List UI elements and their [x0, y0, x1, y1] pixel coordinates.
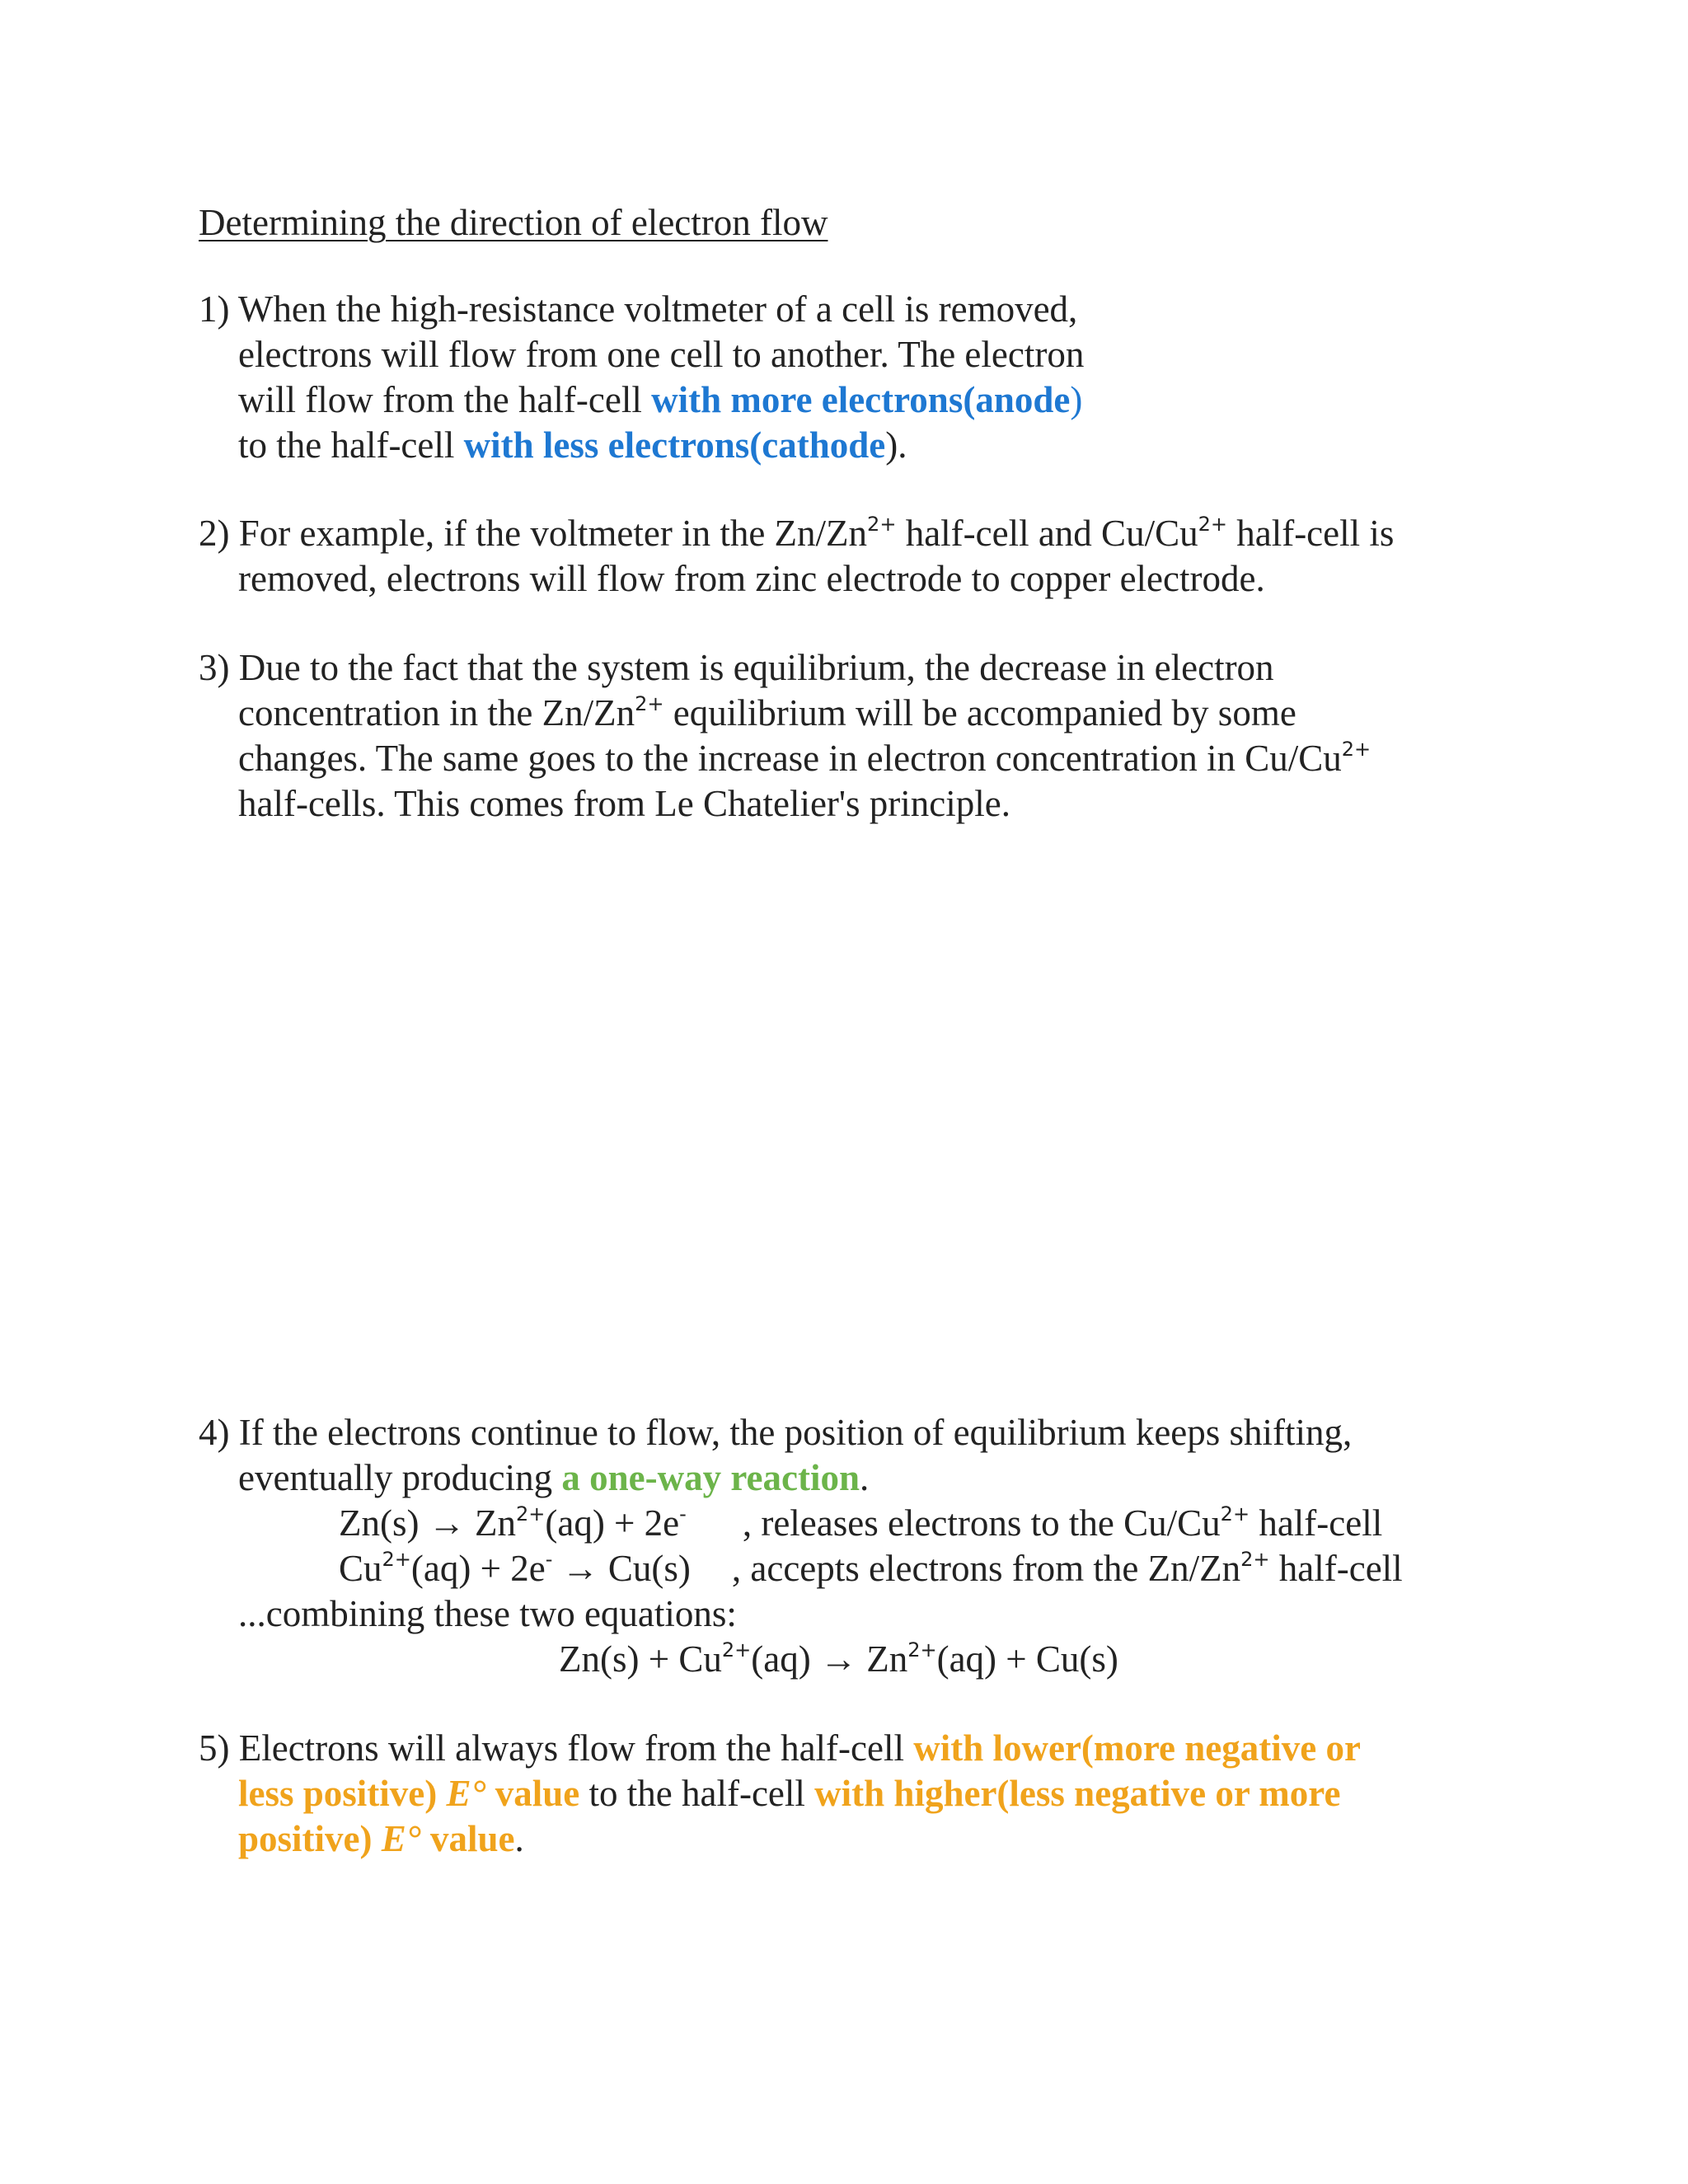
eq1-text-b: (aq) + 2e	[545, 1502, 680, 1544]
standard-potential-symbol: E°	[381, 1818, 421, 1859]
eq2-text-a: Cu	[339, 1548, 382, 1589]
one-way-reaction-highlight: a one-way reaction	[561, 1457, 860, 1498]
p4-text-2c: .	[860, 1457, 870, 1498]
paragraph-4	[199, 1410, 1403, 1682]
p4-text-2a: eventually producing	[238, 1457, 562, 1498]
eq2-text-c: → Cu(s)	[552, 1548, 691, 1589]
p1-line-4	[199, 423, 1084, 468]
charge-superscript: 2+	[721, 1638, 752, 1661]
p4-text-1: 4) If the electrons continue to flow, the position of equilibrium keeps shifting,	[199, 1412, 1353, 1453]
p3-text-2b: equilibrium will be accompanied by some	[663, 692, 1296, 733]
p5-text-3c: .	[514, 1818, 524, 1859]
lower-e-value: value	[485, 1773, 580, 1814]
p1-line-3	[199, 377, 1084, 423]
p1-text-2: electrons will flow from one cell to another. The electron	[238, 334, 1085, 375]
p5-text-1a: 5) Electrons will always flow from the half-cell	[199, 1727, 914, 1769]
charge-superscript: 2+	[1240, 1548, 1270, 1571]
equation-overall	[199, 1637, 1403, 1682]
paragraph-5	[199, 1726, 1361, 1862]
charge-superscript: 2+	[635, 692, 664, 715]
cathode-highlight: with less electrons(cathode	[463, 424, 886, 466]
p2-text-1c: half-cell is	[1226, 513, 1395, 554]
p3-text-2a: concentration in the Zn/Zn	[238, 692, 635, 733]
p3-line-1	[199, 645, 1371, 691]
charge-superscript: 2+	[907, 1638, 937, 1661]
charge-superscript: 2+	[515, 1502, 546, 1526]
paragraph-1	[199, 287, 1084, 468]
eq1-text-d: half-cell	[1250, 1502, 1383, 1544]
lower-e-highlight-cont: less positive)	[238, 1773, 447, 1814]
electron-charge-superscript: -	[679, 1502, 687, 1526]
eq2-text-e: half-cell	[1269, 1548, 1403, 1589]
eq3-text-a: Zn(s) + Cu	[559, 1638, 722, 1680]
p2-text-1a: 2) For example, if the voltmeter in the Zn/Zn	[199, 513, 868, 554]
p2-line-1	[199, 511, 1394, 556]
p1-text-1: 1) When the high-resistance voltmeter of a cell is removed,	[199, 288, 1078, 330]
paragraph-2	[199, 511, 1394, 602]
page-title: Determining the direction of electron flow	[199, 202, 828, 243]
anode-highlight: with more electrons(anode	[651, 379, 1071, 420]
p3-text-1: 3) Due to the fact that the system is equilibrium, the decrease in electron	[199, 647, 1274, 688]
higher-e-highlight-cont: positive)	[238, 1818, 382, 1859]
higher-e-highlight: with higher(less negative or more	[814, 1773, 1341, 1814]
electron-charge-superscript: -	[545, 1548, 553, 1571]
higher-e-value: value	[420, 1818, 515, 1859]
lower-e-highlight: with lower(more negative or	[913, 1727, 1361, 1769]
charge-superscript: 2+	[382, 1548, 411, 1571]
p4-text-5: ...combining these two equations:	[238, 1593, 737, 1634]
p5-text-2c: to the half-cell	[579, 1773, 815, 1814]
p5-line-3	[199, 1816, 1361, 1862]
charge-superscript: 2+	[1220, 1502, 1250, 1526]
p1-text-4c: ).	[885, 424, 907, 466]
p5-line-2	[199, 1771, 1361, 1816]
p4-line-2	[199, 1455, 1403, 1501]
p2-text-1b: half-cell and Cu/Cu	[896, 513, 1198, 554]
p4-line-1	[199, 1410, 1403, 1455]
paragraph-3	[199, 645, 1371, 827]
p1-line-2	[199, 332, 1084, 377]
charge-superscript: 2+	[867, 513, 897, 536]
p1-text-4a: to the half-cell	[238, 424, 464, 466]
p3-text-3a: changes. The same goes to the increase in electron concentration in Cu/Cu	[238, 738, 1342, 779]
eq3-text-c: (aq) + Cu(s)	[936, 1638, 1118, 1680]
p1-line-1	[199, 287, 1084, 332]
charge-superscript: 2+	[1198, 513, 1227, 536]
p3-text-4: half-cells. This comes from Le Chatelier's principle.	[238, 783, 1010, 824]
equation-copper-reduction	[199, 1546, 1403, 1591]
p4-line-5	[199, 1591, 1403, 1637]
p1-text-3a: will flow from the half-cell	[238, 379, 652, 420]
p5-line-1	[199, 1726, 1361, 1771]
p2-line-2	[199, 556, 1394, 602]
eq3-text-b: (aq) → Zn	[751, 1638, 908, 1680]
standard-potential-symbol: E°	[446, 1773, 486, 1814]
p2-text-2: removed, electrons will flow from zinc electrode to copper electrode.	[238, 558, 1265, 599]
eq1-text-a: Zn(s) → Zn	[339, 1502, 516, 1544]
p1-text-3c: )	[1070, 379, 1083, 420]
charge-superscript: 2+	[1341, 738, 1372, 761]
eq2-text-b: (aq) + 2e	[410, 1548, 546, 1589]
eq2-text-d: , accepts electrons from the Zn/Zn	[731, 1548, 1241, 1589]
p3-line-3	[199, 736, 1371, 781]
eq1-text-c: , releases electrons to the Cu/Cu	[742, 1502, 1221, 1544]
equation-zinc-oxidation	[199, 1501, 1403, 1546]
p3-line-2	[199, 691, 1371, 736]
p3-line-4	[199, 781, 1371, 827]
